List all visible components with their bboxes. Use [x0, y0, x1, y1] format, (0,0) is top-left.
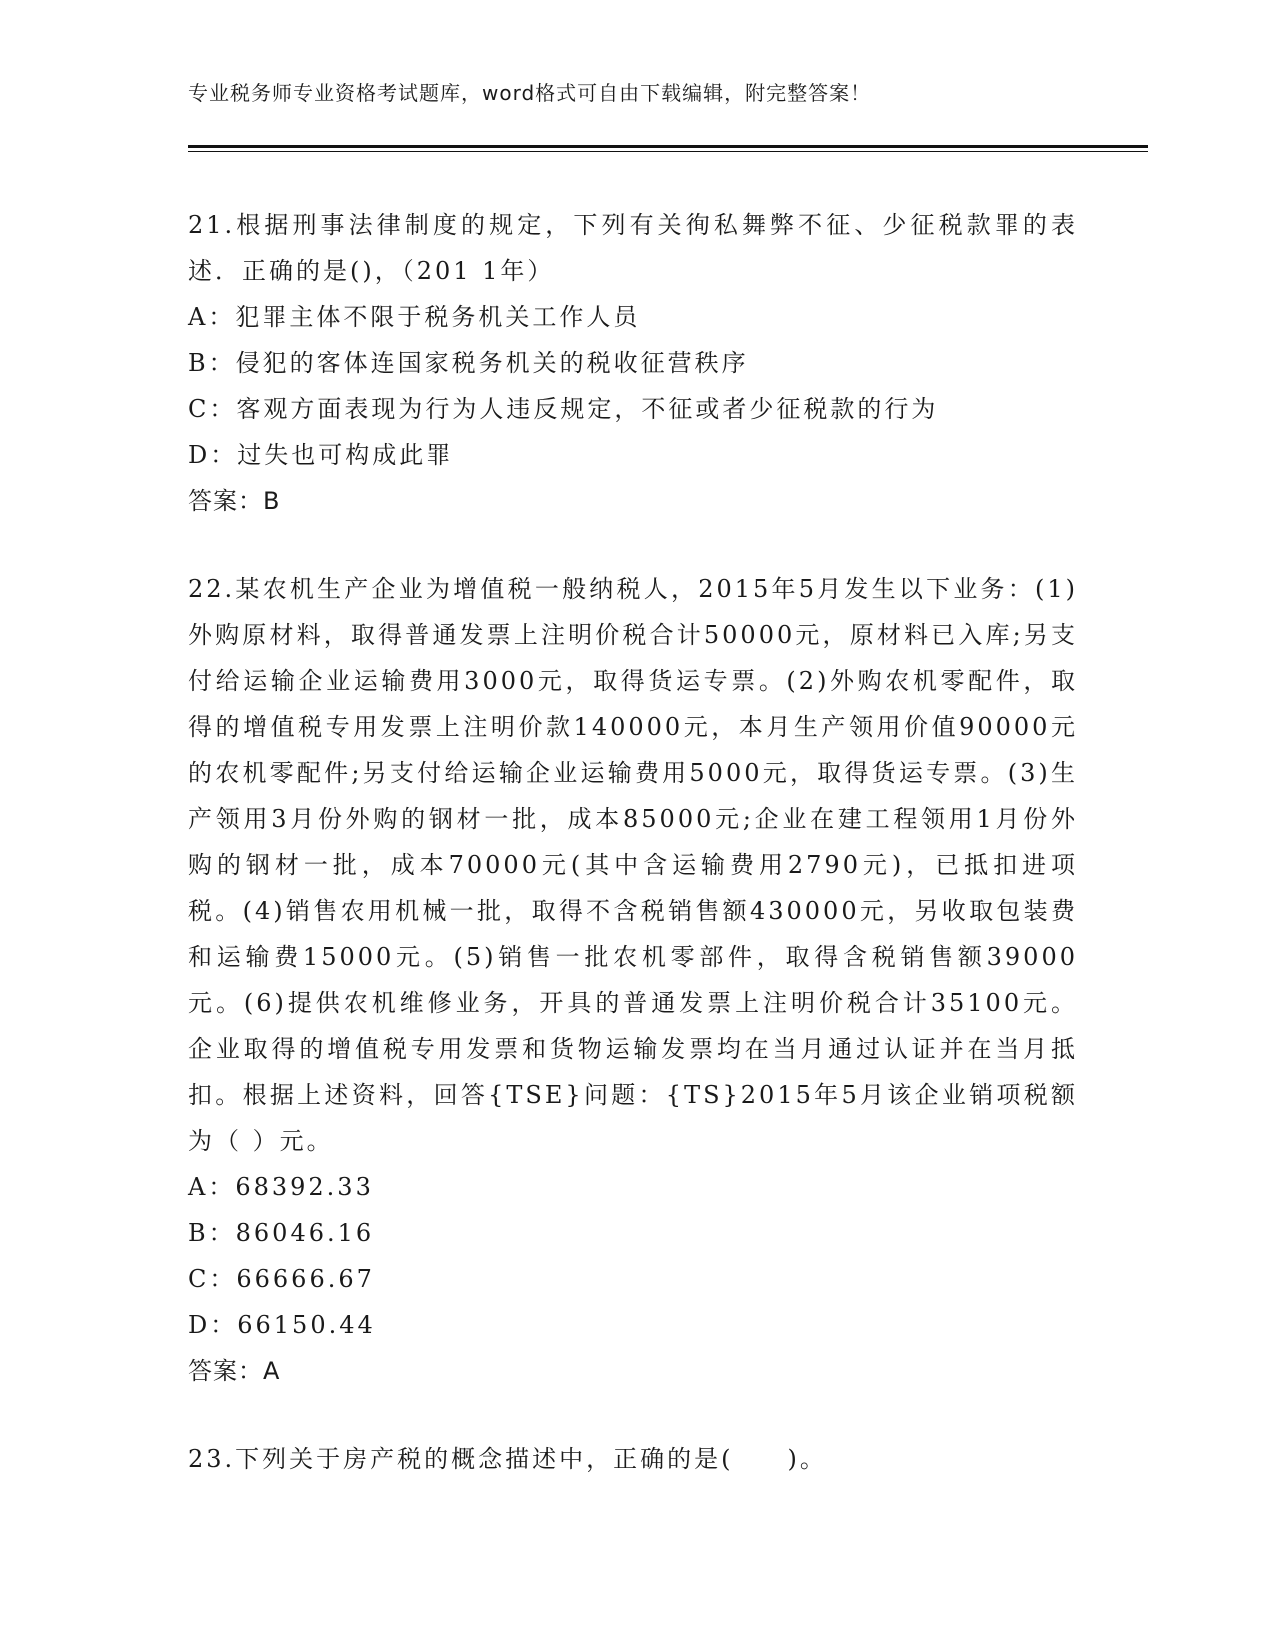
header-rule-thick	[188, 145, 1148, 148]
answer-label: 答案：	[188, 1357, 263, 1385]
option-d: D：过失也可构成此罪	[188, 441, 454, 469]
option-c: C：66666.67	[188, 1265, 375, 1293]
header-rule-thin	[188, 151, 1148, 152]
question-22	[188, 566, 1078, 1394]
answer-line	[188, 478, 1078, 524]
question-23	[188, 1436, 1078, 1482]
option-b: B：86046.16	[188, 1219, 375, 1247]
option-b: B：侵犯的客体连国家税务机关的税收征营秩序	[188, 349, 749, 377]
answer-value: B	[263, 487, 281, 515]
question-stem: 22.某农机生产企业为增值税一般纳税人，2015年5月发生以下业务：(1)外购原材料，取得普通发票上注明价税合计50000元，原材料已入库;另支付给运输企业运输费用3000元，取得货运专票。(2)外购农机零配件，取得的增值税专用发票上注明价款140000元，本月生产领用价值90000元的农机零配件;另支付给运输企业运输费用5000元，取得货运专票。(3)生产领用3月份外购的钢材一批，成本85000元;企业在建工程领用1月份外购的钢材一批，成本70000元(其中含运输费用2790元)，已抵扣进项税。(4)销售农用机械一批，取得不含税销售额430000元，另收取包装费和运输费15000元。(5)销售一批农机零部件，取得含税销售额39000元。(6)提供农机维修业务，开具的普通发票上注明价税合计35100元。企业取得的增值税专用发票和货物运输发票均在当月通过认证并在当月抵扣。根据上述资料，回答{TSE}问题：{TS}2015年5月该企业销项税额为（ ）元。	[188, 575, 1078, 1155]
option-d: D：66150.44	[188, 1311, 376, 1339]
question-list	[188, 202, 1078, 1524]
question-21	[188, 202, 1078, 524]
option-a: A：犯罪主体不限于税务机关工作人员	[188, 303, 641, 331]
question-stem: 21.根据刑事法律制度的规定，下列有关徇私舞弊不征、少征税款罪的表述．正确的是()，（201 1年）	[188, 211, 1078, 285]
answer-line	[188, 1348, 1078, 1394]
option-a: A：68392.33	[188, 1173, 374, 1201]
answer-label: 答案：	[188, 487, 263, 515]
answer-value: A	[263, 1357, 281, 1385]
page-header: 专业税务师专业资格考试题库，word格式可自由下载编辑，附完整答案！	[188, 81, 872, 105]
option-c: C：客观方面表现为行为人违反规定，不征或者少征税款的行为	[188, 395, 939, 423]
question-stem: 23.下列关于房产税的概念描述中，正确的是( )。	[188, 1445, 827, 1473]
